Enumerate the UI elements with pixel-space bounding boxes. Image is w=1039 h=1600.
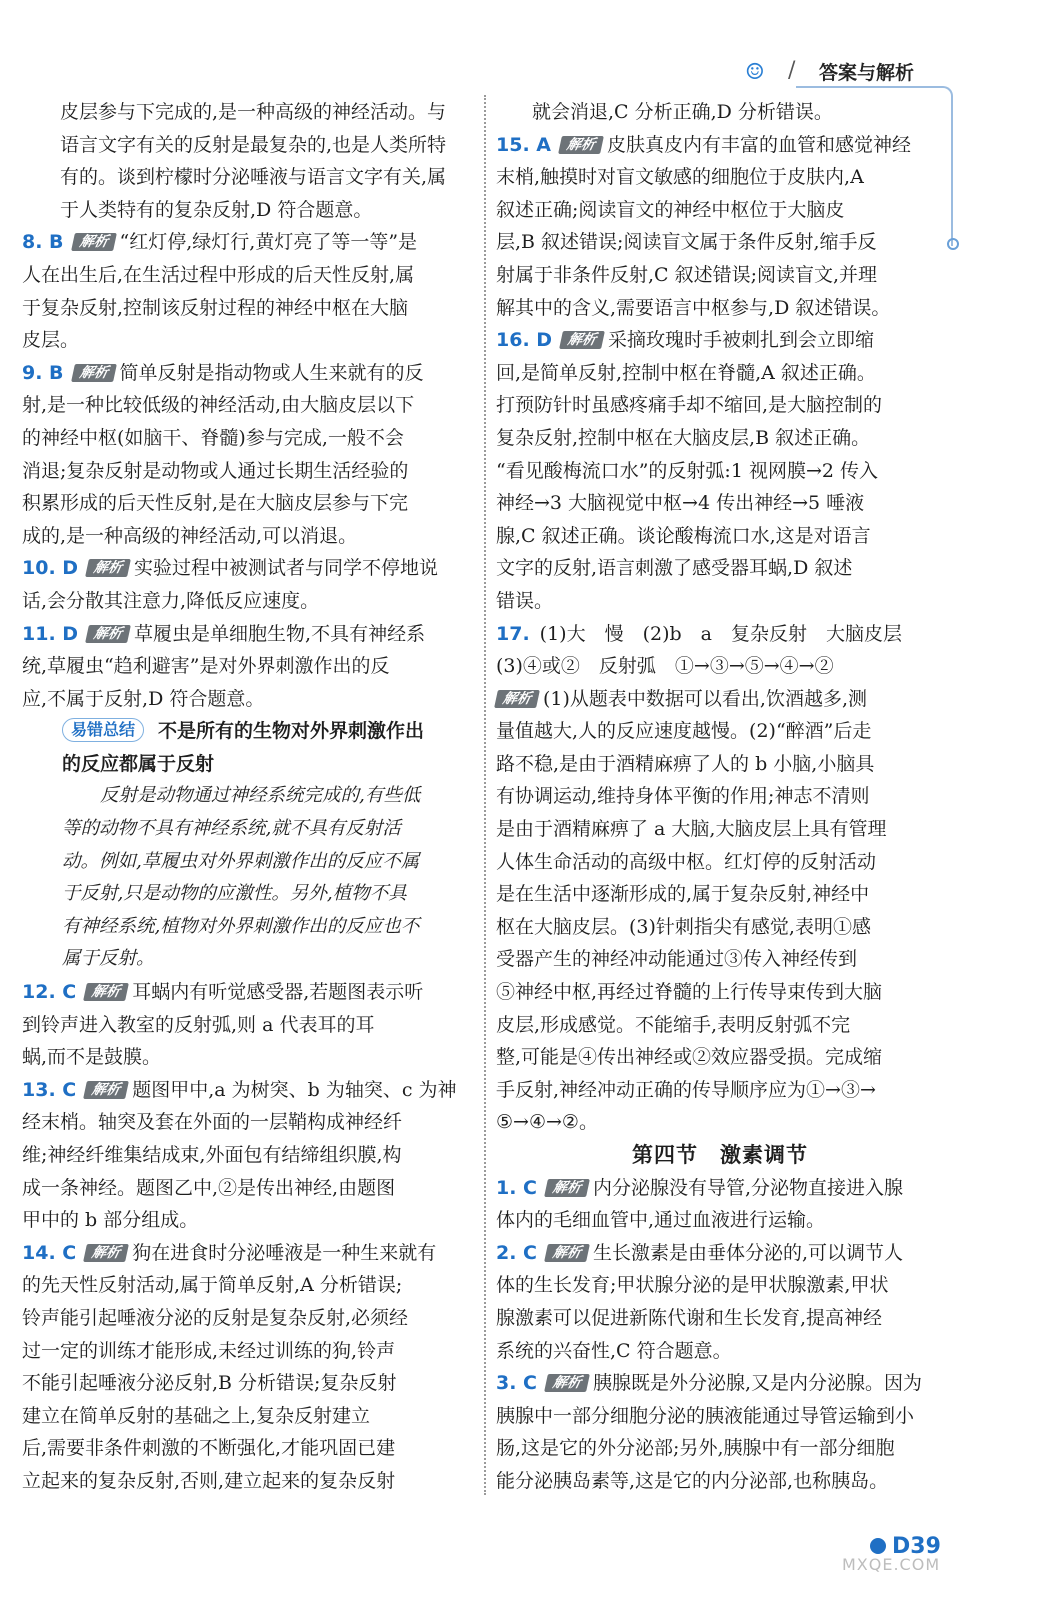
text-line: 属于反射。 — [62, 948, 155, 970]
decorative-dot — [947, 238, 959, 250]
text-line: 能分泌胰岛素等,这是它的内分泌部,也称胰岛。 — [496, 1469, 889, 1492]
text-line: “看见酸梅流口水”的反射弧:1 视网膜→2 传入 — [496, 459, 879, 482]
analysis-tag: 解析 — [85, 625, 131, 643]
teacher-icon: ☺ — [745, 60, 765, 85]
text-line: 甲中的 b 部分组成。 — [22, 1209, 199, 1232]
text-line: 动。例如,草履虫对外界刺激作出的反应不属 — [62, 850, 420, 872]
answer-number: 15. A — [496, 133, 551, 156]
answer-number: 16. D — [496, 329, 553, 352]
text-line: 射,是一种比较低级的神经活动,由大脑皮层以下 — [22, 394, 415, 417]
error-summary-box — [22, 715, 470, 976]
text-line: 过一定的训练才能形成,未经过训练的狗,铃声 — [22, 1339, 396, 1362]
analysis-tag: 解析 — [559, 331, 605, 349]
answer-item-s3 — [496, 1367, 944, 1497]
text-line: (3)④或② 反射弧 ①→③→⑤→④→② — [496, 655, 834, 678]
text-line: 皮层,形成感觉。不能缩手,表明反射弧不完 — [496, 1013, 851, 1036]
text-line: 受器产生的神经冲动能通过③传入神经传到 — [496, 948, 858, 971]
text-line: 后,需要非条件刺激的不断强化,才能巩固已建 — [22, 1437, 396, 1460]
answer-number: 14. C — [22, 1241, 77, 1264]
answer-number: 12. C — [22, 981, 77, 1004]
text-line: 的先天性反射活动,属于简单反射,A 分析错误; — [22, 1274, 403, 1297]
text-line: 复杂反射,控制中枢在大脑皮层,B 叙述正确。 — [496, 426, 871, 449]
text-line: ⑤→④→②。 — [496, 1111, 598, 1134]
text-line: 末梢,触摸时对盲文敏感的细胞位于皮肤内,A — [496, 166, 864, 189]
answer-text: 题图甲中,a 为树突、b 为轴突、c 为神 — [132, 1078, 457, 1101]
answer-number: 13. C — [22, 1078, 77, 1101]
text-line: 皮层参与下完成的,是一种高级的神经活动。与 — [60, 101, 447, 123]
text-line: 系统的兴奋性,C 符合题意。 — [496, 1339, 732, 1362]
answer-item-9 — [22, 357, 470, 553]
q7-continuation — [22, 96, 470, 226]
answer-text: 皮肤真皮内有丰富的血管和感觉神经 — [606, 133, 911, 156]
analysis-tag: 解析 — [71, 233, 117, 251]
answer-number: 1. C — [496, 1176, 537, 1199]
text-line: 肠,这是它的外分泌部;另外,胰腺中有一部分细胞 — [496, 1437, 895, 1460]
answer-number: 2. C — [496, 1241, 537, 1264]
text-line: 打预防针时虽感疼痛手却不缩回,是大脑控制的 — [496, 394, 883, 417]
text-line: 蜗,而不是鼓膜。 — [22, 1046, 162, 1069]
answer-item-10 — [22, 552, 470, 617]
text-line: 体的生长发育;甲状腺分泌的是甲状腺激素,甲状 — [496, 1274, 889, 1297]
summary-body — [22, 780, 470, 976]
page-header-title: 答案与解析 — [818, 62, 914, 84]
answer-item-8 — [22, 226, 470, 356]
answer-item-12 — [22, 976, 470, 1074]
text-line: 有的。谈到柠檬时分泌唾液与语言文字有关,属 — [60, 166, 447, 189]
error-summary-badge: 易错总结 — [62, 718, 144, 742]
answer-item-11 — [22, 618, 470, 716]
answer-item-14 — [22, 1237, 470, 1498]
text-line: 语言文字有关的反射是最复杂的,也是人类所特 — [60, 133, 447, 156]
answer-text: 草履虫是单细胞生物,不具有神经系 — [134, 622, 426, 645]
text-line: 立起来的复杂反射,否则,建立起来的复杂反射 — [22, 1469, 396, 1492]
text-line: 体内的毛细血管中,通过血液进行运输。 — [496, 1209, 826, 1232]
answer-number: 10. D — [22, 557, 79, 580]
text-line: 成的,是一种高级的神经活动,可以消退。 — [22, 524, 358, 547]
text-line: 人体生命活动的高级中枢。红灯停的反射活动 — [496, 850, 877, 873]
text-line: 话,会分散其注意力,降低反应速度。 — [22, 589, 320, 612]
answer-item-15 — [496, 129, 944, 325]
text-line: ⑤神经中枢,再经过脊髓的上行传导束传到大脑 — [496, 981, 883, 1004]
text-line: 于反射,只是动物的应激性。另外,植物不具 — [62, 883, 407, 905]
text-line: 的神经中枢(如脑干、脊髓)参与完成,一般不会 — [22, 426, 404, 449]
analysis-tag: 解析 — [494, 690, 540, 708]
text-line: 人在出生后,在生活过程中形成的后天性反射,属 — [22, 263, 415, 286]
section-title: 第四节 激素调节 — [632, 1143, 808, 1167]
text-line: 皮层。 — [22, 329, 80, 352]
text-line: 错误。 — [496, 589, 554, 612]
answer-text: 胰腺既是外分泌腺,又是内分泌腺。因为 — [593, 1372, 923, 1395]
text-line: 射属于非条件反射,C 叙述错误;阅读盲文,并理 — [496, 263, 878, 286]
text-line: 回,是简单反射,控制中枢在脊髓,A 叙述正确。 — [496, 361, 876, 384]
analysis-tag: 解析 — [544, 1374, 590, 1392]
answer-item-s1 — [496, 1172, 944, 1237]
text-line: 不能引起唾液分泌反射,B 分析错误;复杂反射 — [22, 1372, 397, 1395]
analysis-tag: 解析 — [544, 1179, 590, 1197]
answer-item-s2 — [496, 1237, 944, 1367]
answer-number: 11. D — [22, 622, 79, 645]
answer-text: 生长激素是由垂体分泌的,可以调节人 — [593, 1241, 904, 1264]
answer-number: 17. — [496, 622, 530, 645]
text-line: 解其中的含义,需要语言中枢参与,D 叙述错误。 — [496, 296, 891, 319]
text-line: 腺,C 叙述正确。谈论酸梅流口水,这是对语言 — [496, 524, 871, 547]
text-line: 积累形成的后天性反射,是在大脑皮层参与下完 — [22, 492, 409, 515]
text-line: 叙述正确;阅读盲文的神经中枢位于大脑皮 — [496, 198, 845, 221]
analysis-tag: 解析 — [83, 983, 129, 1001]
text-line: 等的动物不具有神经系统,就不具有反射活 — [62, 818, 401, 840]
text-line: 神经→3 大脑视觉中枢→4 传出神经→5 唾液 — [496, 492, 865, 515]
answer-text: 内分泌腺没有导管,分泌物直接进入腺 — [593, 1176, 904, 1199]
analysis-tag: 解析 — [83, 1244, 129, 1262]
answer-text: 采摘玫瑰时手被刺扎到会立即缩 — [608, 329, 875, 352]
text-line: 反射是动物通过神经系统完成的,有些低 — [100, 785, 421, 807]
text-line: 文字的反射,语言刺激了感受器耳蜗,D 叙述 — [496, 557, 853, 580]
summary-title-line2: 的反应都属于反射 — [62, 752, 215, 775]
text-line: 层,B 叙述错误;阅读盲文属于条件反射,缩手反 — [496, 231, 877, 254]
summary-title: 不是所有的生物对外界刺激作出 — [158, 720, 425, 743]
answer-text: 实验过程中被测试者与同学不停地说 — [134, 557, 439, 580]
answer-text: 狗在进食时分泌唾液是一种生来就有 — [132, 1241, 437, 1264]
text-line: 铃声能引起唾液分泌的反射是复杂反射,必须经 — [22, 1306, 409, 1329]
text-line: 枢在大脑皮层。(3)针刺指尖有感觉,表明①感 — [496, 915, 871, 938]
text-line: 是在生活中逐渐形成的,属于复杂反射,神经中 — [496, 883, 870, 906]
text-line: 胰腺中一部分细胞分泌的胰液能通过导管运输到小 — [496, 1404, 915, 1427]
answer-item-13 — [22, 1074, 470, 1237]
q14-continuation: 就会消退,C 分析正确,D 分析错误。 — [532, 101, 833, 123]
right-column — [496, 96, 944, 1498]
answer-text: (1)大 慢 (2)b a 复杂反射 大脑皮层 — [539, 622, 902, 645]
text-line: 于人类特有的复杂反射,D 符合题意。 — [60, 198, 373, 221]
answer-item-16 — [496, 324, 944, 617]
text-line: 量值越大,人的反应速度越慢。(2)“醉酒”后走 — [496, 720, 872, 743]
watermark: MXQE.COM — [842, 1555, 941, 1574]
text-line: 消退;复杂反射是动物或人通过长期生活经验的 — [22, 459, 409, 482]
answer-number: 8. B — [22, 231, 64, 254]
text-line: 应,不属于反射,D 符合题意。 — [22, 687, 265, 710]
text-line: 腺激素可以促进新陈代谢和生长发育,提高神经 — [496, 1306, 883, 1329]
page-number-text: D39 — [892, 1534, 941, 1559]
text-line: 整,可能是④传出神经或②效应器受损。完成缩 — [496, 1046, 883, 1069]
answer-text: “红灯停,绿灯行,黄灯亮了等一等”是 — [119, 231, 418, 254]
analysis-tag: 解析 — [83, 1081, 129, 1099]
text-line: 经末梢。轴突及套在外面的一层鞘构成神经纤 — [22, 1111, 403, 1134]
text-line: 于复杂反射,控制该反射过程的神经中枢在大脑 — [22, 296, 409, 319]
answer-number: 3. C — [496, 1372, 537, 1395]
answer-text: 简单反射是指动物或人生来就有的反 — [119, 361, 424, 384]
answer-text: 耳蜗内有听觉感受器,若题图表示听 — [132, 981, 424, 1004]
text-line: 成一条神经。题图乙中,②是传出神经,由题图 — [22, 1176, 396, 1199]
answer-text: (1)从题表中数据可以看出,饮酒越多,测 — [543, 687, 867, 710]
text-line: 路不稳,是由于酒精麻痹了人的 b 小脑,小脑具 — [496, 752, 875, 775]
column-divider — [484, 95, 486, 1495]
analysis-tag: 解析 — [71, 364, 117, 382]
analysis-tag: 解析 — [544, 1244, 590, 1262]
text-line: 有神经系统,植物对外界刺激作出的反应也不 — [62, 915, 420, 937]
page-dot-icon — [870, 1538, 886, 1554]
header-divider: / — [788, 58, 796, 83]
text-line: 有协调运动,维持身体平衡的作用;神志不清则 — [496, 785, 870, 808]
text-line: 手反射,神经冲动正确的传导顺序应为①→③→ — [496, 1078, 876, 1101]
text-line: 统,草履虫“趋利避害”是对外界刺激作出的反 — [22, 655, 390, 678]
left-column — [22, 96, 470, 1498]
analysis-tag: 解析 — [85, 559, 131, 577]
analysis-tag: 解析 — [558, 136, 604, 154]
text-line: 是由于酒精麻痹了 a 大脑,大脑皮层上具有管理 — [496, 818, 887, 841]
text-line: 到铃声进入教室的反射弧,则 a 代表耳的耳 — [22, 1013, 375, 1036]
text-line: 建立在简单反射的基础之上,复杂反射建立 — [22, 1404, 371, 1427]
answer-item-17 — [496, 618, 944, 1140]
answer-number: 9. B — [22, 361, 64, 384]
text-line: 维;神经纤维集结成束,外面包有结缔组织膜,构 — [22, 1144, 402, 1166]
